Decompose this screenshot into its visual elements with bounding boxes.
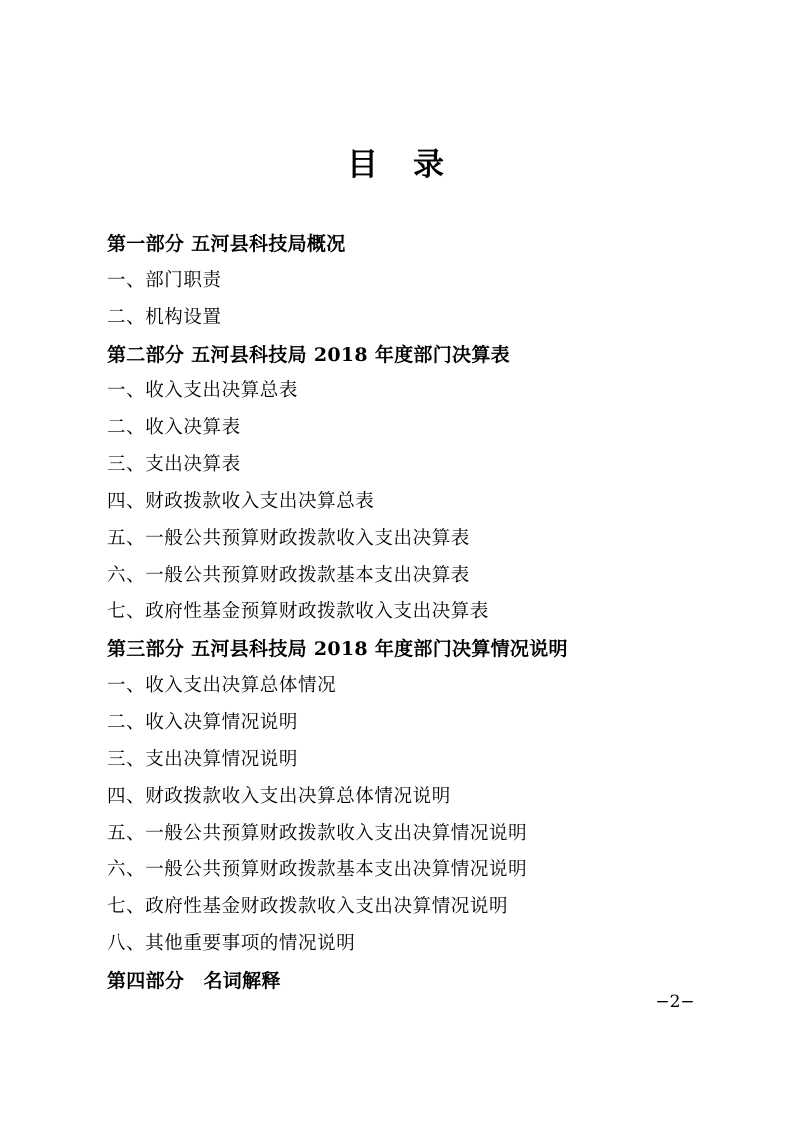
toc-item: 三、支出决算表 bbox=[107, 454, 241, 476]
toc-item: 四、财政拨款收入支出决算总表 bbox=[107, 490, 375, 512]
toc-item: 五、一般公共预算财政拨款收入支出决算情况说明 bbox=[107, 822, 528, 844]
page-title: 目 录 bbox=[347, 147, 446, 183]
toc-item: 六、一般公共预算财政拨款基本支出决算情况说明 bbox=[107, 859, 528, 881]
toc-part-3: 第三部分 五河县科技局 2018 年度部门决算情况说明 bbox=[107, 638, 568, 661]
toc-item: 八、其他重要事项的情况说明 bbox=[107, 933, 356, 955]
toc-item: 六、一般公共预算财政拨款基本支出决算表 bbox=[107, 564, 470, 586]
toc-item: 一、部门职责 bbox=[107, 269, 222, 291]
toc-item: 五、一般公共预算财政拨款收入支出决算表 bbox=[107, 527, 470, 549]
toc-item: 四、财政拨款收入支出决算总体情况说明 bbox=[107, 785, 451, 807]
toc-part-2: 第二部分 五河县科技局 2018 年度部门决算表 bbox=[107, 343, 510, 366]
table-of-contents bbox=[107, 226, 727, 1000]
toc-part-4: 第四部分 名词解释 bbox=[107, 969, 281, 992]
toc-part-1: 第一部分 五河县科技局概况 bbox=[107, 233, 346, 255]
page-number: −2− bbox=[655, 992, 695, 1012]
toc-item: 一、收入支出决算总表 bbox=[107, 380, 299, 402]
toc-item: 二、机构设置 bbox=[107, 306, 222, 328]
toc-item: 二、收入决算情况说明 bbox=[107, 711, 299, 733]
toc-item: 一、收入支出决算总体情况 bbox=[107, 675, 337, 697]
toc-item: 二、收入决算表 bbox=[107, 417, 241, 439]
toc-item: 七、政府性基金财政拨款收入支出决算情况说明 bbox=[107, 896, 509, 918]
toc-item: 三、支出决算情况说明 bbox=[107, 748, 299, 770]
toc-item: 七、政府性基金预算财政拨款收入支出决算表 bbox=[107, 601, 490, 623]
